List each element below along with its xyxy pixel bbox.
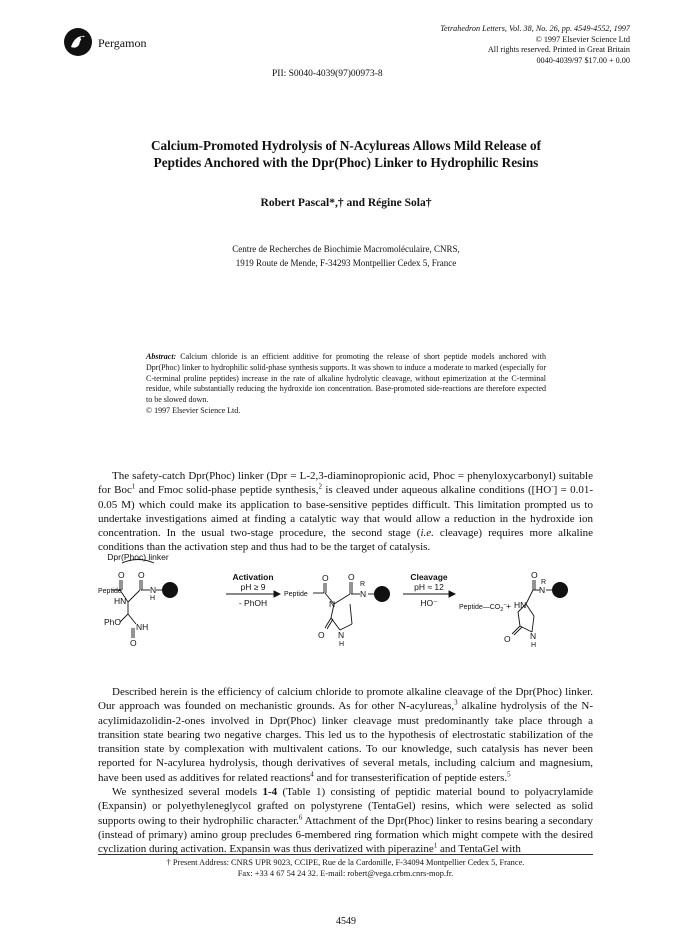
pergamon-logo-icon xyxy=(63,27,93,57)
text-run: Peptide—CO xyxy=(459,604,501,611)
footnote-address: † Present Address: CNRS UPR 9023, CCIPE, Rue de la Cardonille, F-34094 Montpellier Cedex 5, France. xyxy=(166,858,525,867)
peptide-product-label xyxy=(459,602,507,613)
abstract xyxy=(146,352,546,417)
reference-marker: 1 xyxy=(131,482,136,491)
activation-condition: pH ≥ 9 xyxy=(240,582,266,592)
publisher-name: Pergamon xyxy=(98,36,147,50)
reference-marker: 6 xyxy=(298,813,303,822)
atom-label: O xyxy=(318,630,325,640)
subscript: 2 xyxy=(500,607,504,613)
authors: Robert Pascal*,† and Régine Sola† xyxy=(260,197,432,209)
footnote-divider xyxy=(98,854,593,855)
reference-marker: 3 xyxy=(454,698,458,707)
linker-label: Dpr(Phoc) linker xyxy=(107,552,169,562)
atom-label: O xyxy=(348,572,355,582)
affiliation xyxy=(60,243,632,270)
atom-label: NH xyxy=(136,622,149,632)
atom-label: N xyxy=(150,585,157,595)
reference-marker: 2 xyxy=(318,482,323,491)
peptide-label-2: Peptide xyxy=(284,591,308,598)
journal-copyright: © 1997 Elsevier Science Ltd xyxy=(535,34,630,44)
affiliation-line-1: Centre de Recherches de Biochimie Macromoléculaire, CNRS, xyxy=(232,244,460,254)
atom-label: N xyxy=(360,589,367,599)
abstract-text: Calcium chloride is an efficient additive for promoting the release of short peptide models anchored with Dpr(Phoc) linker to hydrophilic solid-phase synthesis supports. It was shown to induce a moderate to marked (especially for C-terminal proline peptides) increase in the rate of alkaline hydrolytic cleavage, without epimerization at the C-terminal residue, while substantially reducing the hydroxide ion concentration. Base-promoted side-reactions are therefore expected to be slowed down. xyxy=(146,352,547,405)
text-run: (Table 1) consisting of peptidic material bound to polyacrylamide (Expansin) or polyethyleneglycol grafted on polystyrene (TentaGel) resins, which were selected as solid supports owing to their hydrophilic character. xyxy=(98,786,593,827)
paragraph xyxy=(98,685,593,785)
activation-label: Activation xyxy=(232,572,274,582)
atom-label: O xyxy=(531,570,538,580)
footnote-contact: Fax: +33 4 67 54 24 32. E-mail: robert@vega.crbm.cnrs-mop.fr. xyxy=(237,868,454,878)
text-run: and TentaGel with xyxy=(437,843,521,856)
reaction-scheme xyxy=(98,552,598,680)
text-run: The safety-catch Dpr(Phoc) linker (Dpr = L-2,3-diaminopropionic acid, Phoc = phenyloxycarbonyl) suitable for Boc xyxy=(98,470,593,497)
title-line-2: Peptides Anchored with the Dpr(Phoc) Linker to Hydrophilic Resins xyxy=(153,155,539,170)
text-run: ] = 0.01-0.05 M) which could make its application to base-sensitive peptides difficult. This limitation prompted us to undertake investigations aimed at finding a catalytic way that would allow a reduction in the hydroxide ion concentration. In the usual two-stage procedure, the second stage ( xyxy=(98,484,594,540)
atom-label: O xyxy=(322,573,329,583)
reference-marker: 4 xyxy=(310,770,314,779)
atom-label: N xyxy=(329,599,336,609)
resin-bead-icon xyxy=(374,586,390,602)
atom-label: O xyxy=(118,570,125,580)
atom-label: R xyxy=(360,581,366,588)
cleavage-label: Cleavage xyxy=(410,572,448,582)
journal-price: 0040-4039/97 $17.00 + 0.00 xyxy=(536,55,630,65)
atom-label: N xyxy=(530,631,537,641)
atom-label: N xyxy=(338,630,345,640)
atom-label: PhO xyxy=(104,617,122,627)
text-run: cleavage) requires more alkaline conditions than the activation step and thus had to be the target of catalysis. xyxy=(98,527,594,554)
atom-label: H xyxy=(150,595,156,602)
atom-label: N xyxy=(539,585,546,595)
affiliation-line-2: 1919 Route de Mende, F-34293 Montpellier Cedex 5, France xyxy=(235,257,457,268)
journal-citation: Tetrahedron Letters, Vol. 38, No. 26, pp. 4549-4552, 1997 xyxy=(440,24,630,33)
pii-code: PII: S0040-4039(97)00973-8 xyxy=(272,69,383,79)
footnote xyxy=(98,858,593,879)
atom-label: R xyxy=(541,579,547,586)
title-line-1: Calcium-Promoted Hydrolysis of N-Acylureas Allows Mild Release of xyxy=(150,138,542,153)
journal-info xyxy=(440,24,630,66)
reference-marker: 5 xyxy=(507,770,511,779)
plus-sign: + xyxy=(506,601,511,611)
peptide-label-1: Peptide xyxy=(98,588,122,595)
bold-run: 1-4 xyxy=(262,786,278,799)
atom-label: O xyxy=(504,634,511,644)
resin-bead-icon xyxy=(162,582,178,598)
superscript: - xyxy=(551,482,554,491)
text-run: Described herein is the efficiency of calcium chloride to promote alkaline cleavage of the Dpr(Phoc) linker. Our approach was founded on mechanistic grounds. As for other N-acylureas, xyxy=(98,686,593,713)
text-run: alkaline hydrolysis of the N-acylimidazolidin-2-ones involved in Dpr(Phoc) linker cleavage must predominantly take place through a transition state bearing two negative charges. This led us to the hypothesis of electrostatic stabilization of the transition state by complexation with multivalent cations. To our knowledge, such catalysis has never been reported for N-acylurea hydrolysis, though derivatives of several metals, including calcium and magnesium, have been used as additives for related reactions xyxy=(98,700,593,784)
text-run: and Fmoc solid-phase peptide synthesis, xyxy=(135,484,319,497)
text-run: We synthesized several models xyxy=(112,786,263,799)
reference-marker: 1 xyxy=(433,841,438,850)
atom-label: O xyxy=(130,638,137,648)
page-number: 4549 xyxy=(336,916,356,927)
abstract-copyright: © 1997 Elsevier Science Ltd. xyxy=(146,405,241,415)
body-paragraphs xyxy=(98,685,593,857)
text-run: is cleaved under aqueous alkaline conditions ([HO xyxy=(322,484,552,497)
journal-rights: All rights reserved. Printed in Great Britain xyxy=(487,45,630,55)
text-run: Attachment of the Dpr(Phoc) linker to resins bearing a secondary (instead of primary) amino group precludes 6-membered ring formation which might compete with the desired cyclization during activation. Expansin was thus derivatized with piperazine xyxy=(98,814,593,856)
atom-label: H xyxy=(531,642,537,649)
activation-byproduct: - PhOH xyxy=(238,598,268,608)
resin-bead-icon xyxy=(552,582,568,598)
superscript: − xyxy=(503,602,507,608)
atom-label: HN xyxy=(114,596,127,606)
abstract-label: Abstract: xyxy=(146,352,177,361)
italic-run: i.e. xyxy=(420,527,434,540)
intro-paragraph xyxy=(98,469,593,555)
cleavage-reagent: HO⁻ xyxy=(420,598,438,608)
paper-title xyxy=(60,137,632,171)
text-run: and for transesterification of peptide esters. xyxy=(313,771,508,784)
atom-label: H xyxy=(339,641,345,648)
paragraph xyxy=(98,785,593,856)
atom-label: O xyxy=(138,570,145,580)
atom-label: HN xyxy=(514,600,527,610)
cleavage-condition: pH ≈ 12 xyxy=(414,582,444,592)
